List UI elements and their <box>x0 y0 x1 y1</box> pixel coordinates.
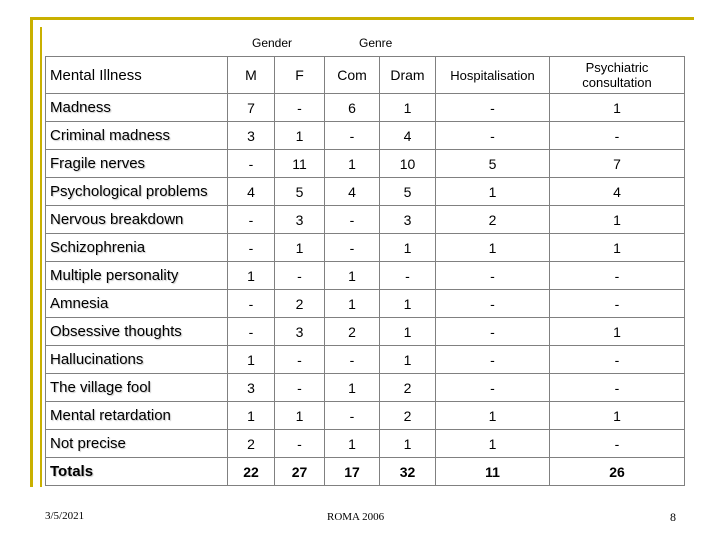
cell-f: 11 <box>275 150 325 178</box>
cell-dram: 1 <box>380 346 436 374</box>
row-label: Hallucinations <box>46 346 228 374</box>
cell-hospitalisation: - <box>436 374 550 402</box>
cell-dram: 1 <box>380 430 436 458</box>
footer-date: 3/5/2021 <box>45 510 85 522</box>
cell-dram: 1 <box>380 234 436 262</box>
cell-com: 4 <box>325 178 380 206</box>
genre-group-label: Genre <box>359 36 393 50</box>
cell-m: - <box>228 234 275 262</box>
cell-dram: 1 <box>380 290 436 318</box>
table-row <box>46 122 685 150</box>
cell-com: - <box>325 346 380 374</box>
cell-hospitalisation: 1 <box>436 402 550 430</box>
cell-dram: 2 <box>380 374 436 402</box>
cell-dram: 5 <box>380 178 436 206</box>
cell-f: - <box>275 346 325 374</box>
column-header-mental-illness: Mental Illness <box>46 57 228 94</box>
cell-f: 1 <box>275 402 325 430</box>
frame-inner-line <box>40 27 42 487</box>
table-row <box>46 318 685 346</box>
cell-f: 1 <box>275 122 325 150</box>
cell-m: 1 <box>228 346 275 374</box>
cell-dram: - <box>380 262 436 290</box>
cell-hospitalisation: - <box>436 346 550 374</box>
cell-f: 3 <box>275 318 325 346</box>
cell-dram: 4 <box>380 122 436 150</box>
cell-hospitalisation: 2 <box>436 206 550 234</box>
cell-dram: 1 <box>380 318 436 346</box>
frame-left-line <box>30 17 33 487</box>
cell-com: 1 <box>325 374 380 402</box>
cell-hospitalisation: 1 <box>436 234 550 262</box>
table-row <box>46 262 685 290</box>
cell-hospitalisation: - <box>436 122 550 150</box>
table-row <box>46 94 685 122</box>
cell-com: 1 <box>325 290 380 318</box>
table-row <box>46 402 685 430</box>
header-row <box>46 57 685 94</box>
cell-psychiatric: 1 <box>550 234 685 262</box>
cell-f: 3 <box>275 206 325 234</box>
totals-label: Totals <box>46 458 228 486</box>
column-header-com: Com <box>325 57 380 94</box>
totals-row <box>46 458 685 486</box>
cell-psychiatric: 1 <box>550 94 685 122</box>
column-header-dram: Dram <box>380 57 436 94</box>
cell-com: - <box>325 234 380 262</box>
cell-dram: 3 <box>380 206 436 234</box>
row-label: Criminal madness <box>46 122 228 150</box>
total-f: 27 <box>275 458 325 486</box>
table-row <box>46 178 685 206</box>
column-header-hospitalisation: Hospitalisation <box>436 57 550 94</box>
cell-f: 2 <box>275 290 325 318</box>
total-dram: 32 <box>380 458 436 486</box>
column-header-m: M <box>228 57 275 94</box>
cell-psychiatric: 1 <box>550 318 685 346</box>
row-label: Schizophrenia <box>46 234 228 262</box>
cell-dram: 2 <box>380 402 436 430</box>
table-row <box>46 150 685 178</box>
mental-illness-table <box>45 56 685 486</box>
row-label: The village fool <box>46 374 228 402</box>
cell-m: - <box>228 206 275 234</box>
cell-psychiatric: - <box>550 122 685 150</box>
row-label: Not precise <box>46 430 228 458</box>
cell-psychiatric: 1 <box>550 206 685 234</box>
cell-hospitalisation: 1 <box>436 430 550 458</box>
cell-m: 1 <box>228 402 275 430</box>
cell-f: - <box>275 374 325 402</box>
cell-m: 1 <box>228 262 275 290</box>
cell-f: - <box>275 262 325 290</box>
table-row <box>46 206 685 234</box>
cell-psychiatric: - <box>550 374 685 402</box>
cell-com: 2 <box>325 318 380 346</box>
cell-f: - <box>275 94 325 122</box>
table-row <box>46 346 685 374</box>
cell-m: 4 <box>228 178 275 206</box>
table-row <box>46 290 685 318</box>
cell-psychiatric: - <box>550 290 685 318</box>
row-label: Multiple personality <box>46 262 228 290</box>
cell-psychiatric: 1 <box>550 402 685 430</box>
cell-m: 2 <box>228 430 275 458</box>
cell-hospitalisation: - <box>436 290 550 318</box>
row-label: Amnesia <box>46 290 228 318</box>
table-row <box>46 234 685 262</box>
row-label: Psychological problems <box>46 178 228 206</box>
cell-com: - <box>325 206 380 234</box>
page-number: 8 <box>670 510 676 524</box>
cell-hospitalisation: - <box>436 262 550 290</box>
cell-hospitalisation: 1 <box>436 178 550 206</box>
row-label: Nervous breakdown <box>46 206 228 234</box>
row-label: Fragile nerves <box>46 150 228 178</box>
cell-psychiatric: - <box>550 262 685 290</box>
cell-dram: 1 <box>380 94 436 122</box>
row-label: Mental retardation <box>46 402 228 430</box>
cell-dram: 10 <box>380 150 436 178</box>
cell-m: 3 <box>228 374 275 402</box>
cell-hospitalisation: - <box>436 94 550 122</box>
row-label: Madness <box>46 94 228 122</box>
cell-com: 1 <box>325 150 380 178</box>
cell-f: 5 <box>275 178 325 206</box>
total-com: 17 <box>325 458 380 486</box>
cell-com: - <box>325 402 380 430</box>
row-label: Obsessive thoughts <box>46 318 228 346</box>
cell-m: - <box>228 318 275 346</box>
cell-psychiatric: - <box>550 346 685 374</box>
cell-com: 1 <box>325 430 380 458</box>
gender-group-label: Gender <box>252 36 293 50</box>
cell-f: - <box>275 430 325 458</box>
column-header-psychiatric-consultation: Psychiatric consultation <box>550 57 685 94</box>
column-header-f: F <box>275 57 325 94</box>
cell-f: 1 <box>275 234 325 262</box>
cell-com: 1 <box>325 262 380 290</box>
total-psychiatric: 26 <box>550 458 685 486</box>
cell-psychiatric: 7 <box>550 150 685 178</box>
cell-psychiatric: - <box>550 430 685 458</box>
footer-center-text: ROMA 2006 <box>327 511 385 523</box>
cell-hospitalisation: 5 <box>436 150 550 178</box>
cell-m: - <box>228 290 275 318</box>
table-row <box>46 374 685 402</box>
cell-psychiatric: 4 <box>550 178 685 206</box>
cell-m: 3 <box>228 122 275 150</box>
frame-top-line <box>30 17 694 20</box>
cell-m: 7 <box>228 94 275 122</box>
cell-m: - <box>228 150 275 178</box>
table-row <box>46 430 685 458</box>
total-hospitalisation: 11 <box>436 458 550 486</box>
cell-com: 6 <box>325 94 380 122</box>
total-m: 22 <box>228 458 275 486</box>
cell-hospitalisation: - <box>436 318 550 346</box>
cell-com: - <box>325 122 380 150</box>
